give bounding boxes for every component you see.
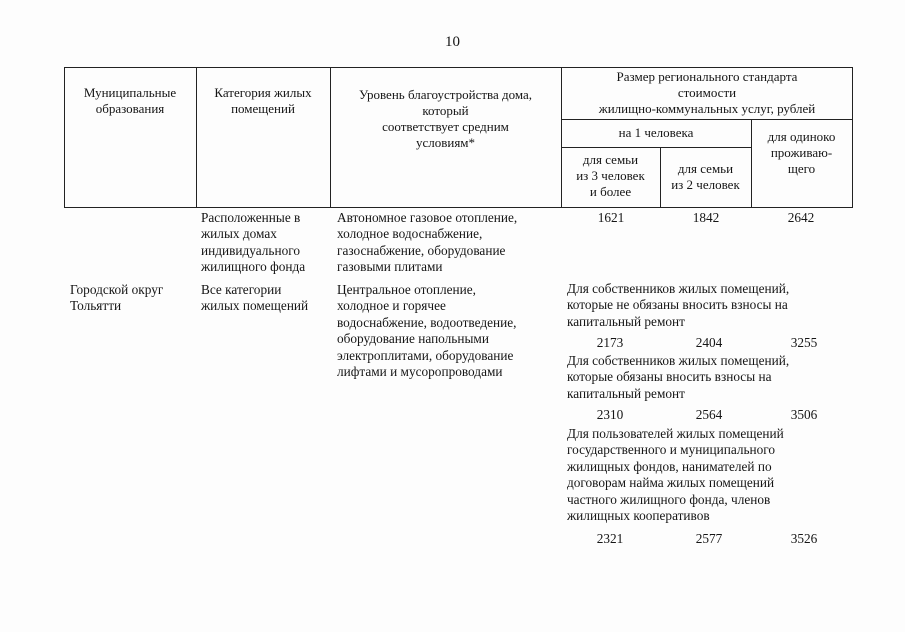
header-municipality: Муниципальные образования [83,85,177,116]
row1-level: Автономное газовое отопление, холодное водоснабжение, газоснабжение, оборудование газовыми плитами [337,210,518,275]
group1-value-family3: 2173 [596,335,624,350]
row2-category: Все категории жилых помещений [201,282,309,314]
table-header [64,67,853,208]
row2-municipality: Городской округ Тольятти [70,282,164,314]
header-family2: для семьи из 2 человек [671,161,740,192]
header-bottom-border [64,207,853,208]
row1-category: Расположенные в жилых домах индивидуального жилищного фонда [201,210,306,275]
group1-note: Для собственников жилых помещений, которые не обязаны вносить взносы на капитальный ремонт [567,281,790,329]
header-level: Уровень благоустройства дома, который соответствует средним условиям* [358,87,533,150]
header-single: для одиноко проживаю- щего [767,129,836,176]
header-subgroup-border [561,119,853,120]
row1-value-family2: 1842 [692,210,720,225]
header-standard: Размер регионального стандарта стоимости жилищно-коммунальных услуг, рублей [598,69,816,116]
row1-value-family3: 1621 [597,210,625,225]
group1-value-family2: 2404 [695,335,723,350]
group2-value-single: 3506 [790,407,818,422]
row2-level: Центральное отопление, холодное и горячее водоснабжение, водоотведение, оборудование напольными электроплитами, оборудование лифтами и мусоропроводами [337,282,517,380]
group2-value-family3: 2310 [596,407,624,422]
group2-value-family2: 2564 [695,407,723,422]
header-category: Категория жилых помещений [214,85,312,116]
page-number: 10 [445,34,460,50]
header-top-border [64,67,853,68]
group3-note: Для пользователей жилых помещений государственного и муниципального жилищных фондов, нанимателей по договорам найма жилых помещений частного жилищного фонда, членов жилищных кооперативов [567,426,784,524]
group3-value-family2: 2577 [695,531,723,546]
group2-note: Для собственников жилых помещений, которые обязаны вносить взносы на капитальный ремонт [567,353,790,401]
header-perperson-border [561,147,751,148]
header-family3: для семьи из 3 человек и более [576,152,645,199]
group3-value-family3: 2321 [596,531,624,546]
row1-value-single: 2642 [787,210,815,225]
group1-value-single: 3255 [790,335,818,350]
group3-value-single: 3526 [790,531,818,546]
header-per-person: на 1 человека [618,125,694,140]
